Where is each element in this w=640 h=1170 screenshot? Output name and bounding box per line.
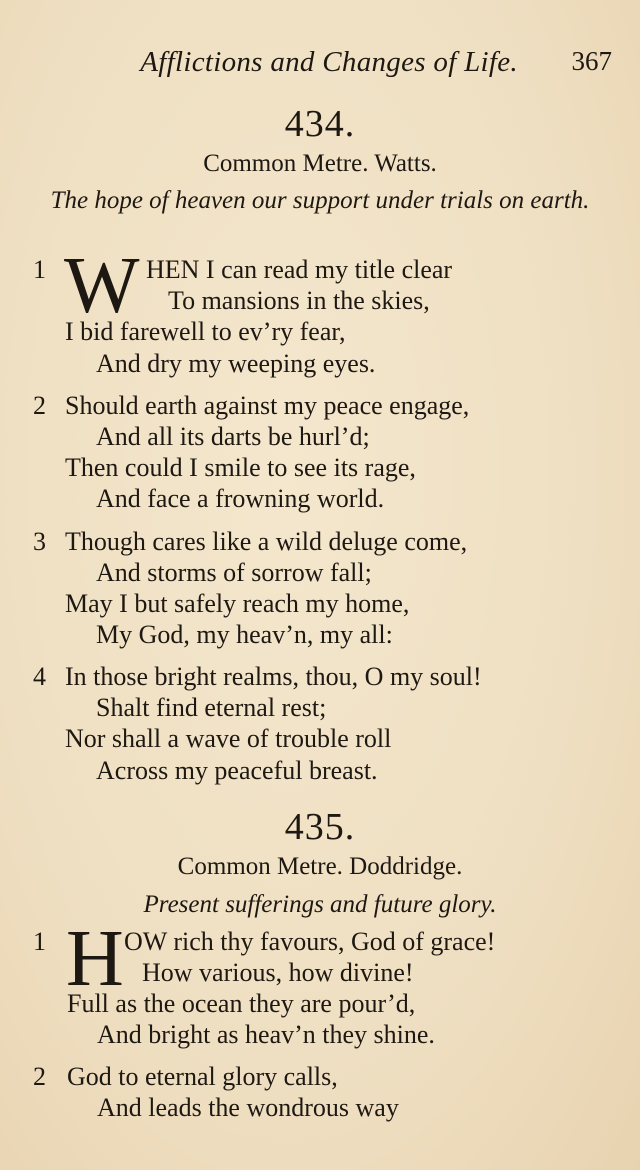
verse-line: HEN I can read my title clear (146, 255, 453, 284)
verse-line: Full as the ocean they are pour’d, (67, 989, 416, 1018)
verse-line: OW rich thy favours, God of grace! (124, 927, 496, 956)
verse-line: Shalt find eternal rest; (96, 693, 327, 722)
hymn-metre: Common Metre. Doddridge. (177, 853, 463, 880)
verse-line: Across my peaceful breast. (96, 756, 378, 785)
verse-line: God to eternal glory calls, (67, 1062, 338, 1091)
verse-line: And storms of sorrow fall; (96, 558, 372, 587)
verse-line: How various, how divine! (142, 958, 414, 987)
hymn-metre: Common Metre. Watts. (203, 150, 437, 177)
verse-number: 1 (33, 255, 46, 284)
verse-line: In those bright realms, thou, O my soul! (65, 662, 482, 691)
verse-line: And all its darts be hurl’d; (96, 422, 370, 451)
verse-number: 2 (33, 1062, 46, 1091)
verse-line: Then could I smile to see its rage, (65, 453, 416, 482)
page-number: 367 (571, 46, 612, 76)
verse-line: Though cares like a wild deluge come, (65, 527, 468, 556)
verse-number: 1 (33, 927, 46, 956)
verse-number: 2 (33, 391, 46, 420)
verse-line: And face a frowning world. (96, 484, 385, 513)
verse-line: And leads the wondrous way (97, 1093, 399, 1122)
drop-cap: H (66, 915, 124, 1003)
verse-line: My God, my heav’n, my all: (96, 620, 393, 649)
hymn-subject: The hope of heaven our support under trials on earth. (50, 187, 590, 214)
verse-number: 3 (33, 527, 46, 556)
verse-number: 4 (33, 662, 46, 691)
drop-cap: W (64, 242, 140, 330)
verse-line: Should earth against my peace engage, (65, 391, 470, 420)
verse-line: May I but safely reach my home, (65, 589, 410, 618)
verse-line: Nor shall a wave of trouble roll (65, 724, 392, 753)
verse-line: And bright as heav’n they shine. (97, 1020, 435, 1049)
verse-line: I bid farewell to ev’ry fear, (65, 317, 346, 346)
hymn-subject: Present sufferings and future glory. (143, 891, 497, 918)
running-title: Afflictions and Changes of Life. (140, 46, 518, 78)
hymn-number: 434. (284, 103, 356, 145)
verse-line: To mansions in the skies, (168, 286, 430, 315)
page-header (0, 46, 612, 86)
hymn-number: 435. (284, 806, 356, 848)
verse-line: And dry my weeping eyes. (96, 349, 376, 378)
